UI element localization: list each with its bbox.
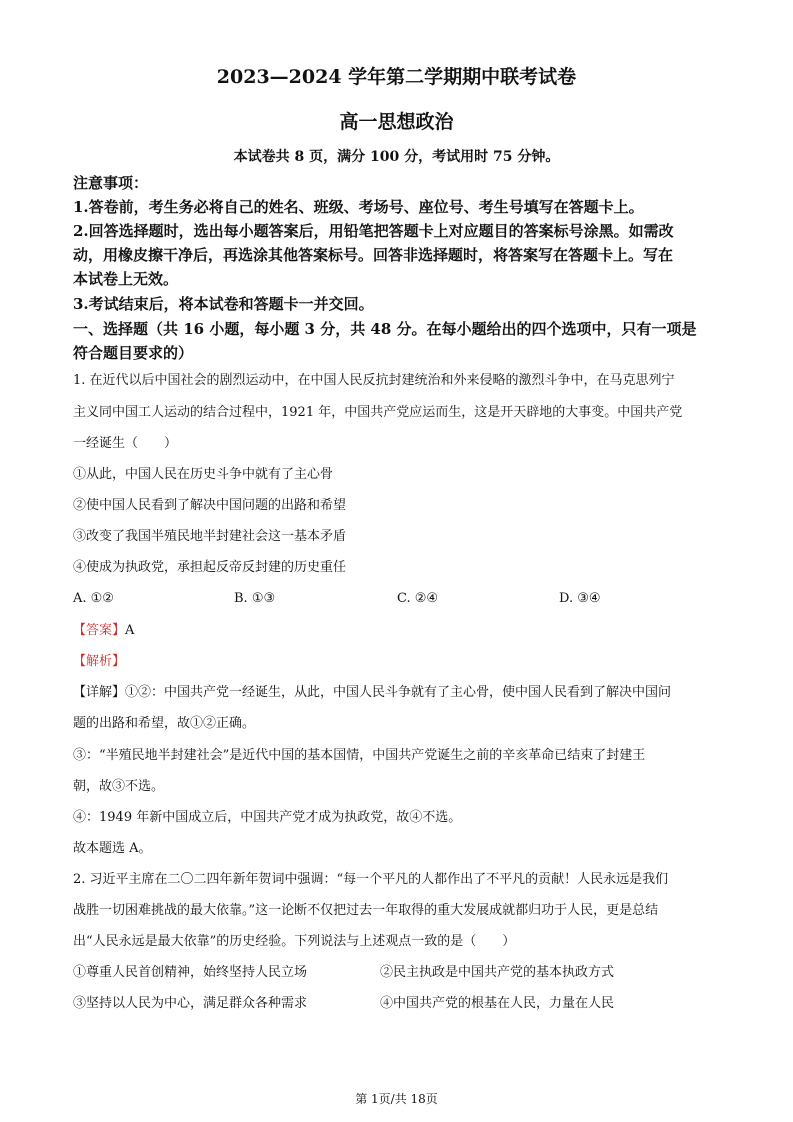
detail-tag: 【详解】	[73, 685, 126, 700]
answer-tag: 【答案】	[73, 623, 126, 638]
analysis-tag: 【解析】	[73, 654, 126, 669]
q2-statement: ④中国共产党的根基在人民，力量在人民	[380, 996, 615, 1011]
detail-line: ④：1949 年新中国成立后，中国共产党才成为执政党，故④不选。	[73, 810, 462, 825]
section-heading: 一、选择题（共 16 小题，每小题 3 分，共 48 分。在每小题给出的四个选项中，只有一项是	[73, 320, 697, 338]
q2-statement: ①尊重人民首创精神，始终坚持人民立场	[73, 965, 308, 980]
q1-detail	[73, 683, 671, 703]
q2-stem: 出“人民永远是最大依靠”的历史经验。下列说法与上述观点一致的是（ ）	[73, 934, 516, 949]
notice-line: 2.回答选择题时，选出每小题答案后，用铅笔把答题卡上对应题目的答案标号涂黑。如需改	[73, 222, 674, 240]
detail-line: 题的出路和希望，故①②正确。	[73, 716, 256, 731]
exam-title: 2023—2024 学年第二学期期中联考试卷	[216, 66, 577, 88]
q2-statements-row	[73, 994, 773, 1014]
q1-stem: 1. 在近代以后中国社会的剧烈运动中，在中国人民反抗封建统治和外来侵略的激烈斗争中，在马克思列宁	[73, 373, 675, 388]
exam-info: 本试卷共 8 页，满分 100 分，考试用时 75 分钟。	[233, 149, 560, 165]
notice-line: 1.答卷前，考生务必将自己的姓名、班级、考场号、座位号、考生号填写在答题卡上。	[73, 198, 644, 216]
q2-statement: ③坚持以人民为中心，满足群众各种需求	[73, 996, 308, 1011]
option-c: C. ②④	[397, 591, 439, 606]
answer-value: A	[125, 623, 135, 638]
option-a: A. ①②	[73, 591, 114, 606]
q1-answer	[73, 621, 134, 641]
notice-line: 动，用橡皮擦干净后，再选涂其他答案标号。回答非选择题时，将答案写在答题卡上。写在	[73, 246, 674, 264]
option-b: B. ①③	[234, 591, 276, 606]
q1-statement: ②使中国人民看到了解决中国问题的出路和希望	[73, 498, 347, 513]
q1-statement: ①从此，中国人民在历史斗争中就有了主心骨	[73, 467, 334, 482]
section-heading-cont: 符合题目要求的）	[73, 344, 194, 362]
notice-heading: 注意事项：	[73, 174, 149, 192]
q2-stem: 战胜一切困难挑战的最大依靠。”这一论断不仅把过去一年取得的重大发展成就都归功于人民，更是总结	[73, 903, 659, 918]
q1-stem: 主义同中国工人运动的结合过程中，1921 年，中国共产党应运而生，这是开天辟地的大事变。中国共产党	[73, 405, 683, 420]
detail-line: 朝，故③不选。	[73, 779, 165, 794]
detail-line: ①②：中国共产党一经诞生，从此，中国人民斗争就有了主心骨，使中国人民看到了解决中国问	[125, 685, 672, 700]
q2-stem: 2. 习近平主席在二〇二四年新年贺词中强调：“每一个平凡的人都作出了不平凡的贡献！人民永远是我们	[73, 872, 669, 887]
detail-line: ③：“半殖民地半封建社会”是近代中国的基本国情，中国共产党诞生之前的辛亥革命已结束了封建王	[73, 748, 646, 763]
page-footer: 第 1页/共 18页	[355, 1092, 438, 1106]
q2-statements-row	[73, 963, 773, 983]
notice-line: 3.考试结束后，将本试卷和答题卡一并交回。	[73, 295, 374, 313]
option-d: D. ③④	[559, 591, 601, 606]
q1-statement: ③改变了我国半殖民地半封建社会这一基本矛盾	[73, 529, 347, 544]
detail-line: 故本题选 A。	[73, 841, 152, 856]
notice-line: 本试卷上无效。	[73, 270, 179, 288]
q1-stem: 一经诞生（ ）	[73, 436, 178, 451]
q1-statement: ④使成为执政党，承担起反帝反封建的历史重任	[73, 560, 347, 575]
q1-options	[73, 589, 773, 609]
q2-statement: ②民主执政是中国共产党的基本执政方式	[380, 965, 615, 980]
subject-title: 高一思想政治	[339, 111, 454, 133]
